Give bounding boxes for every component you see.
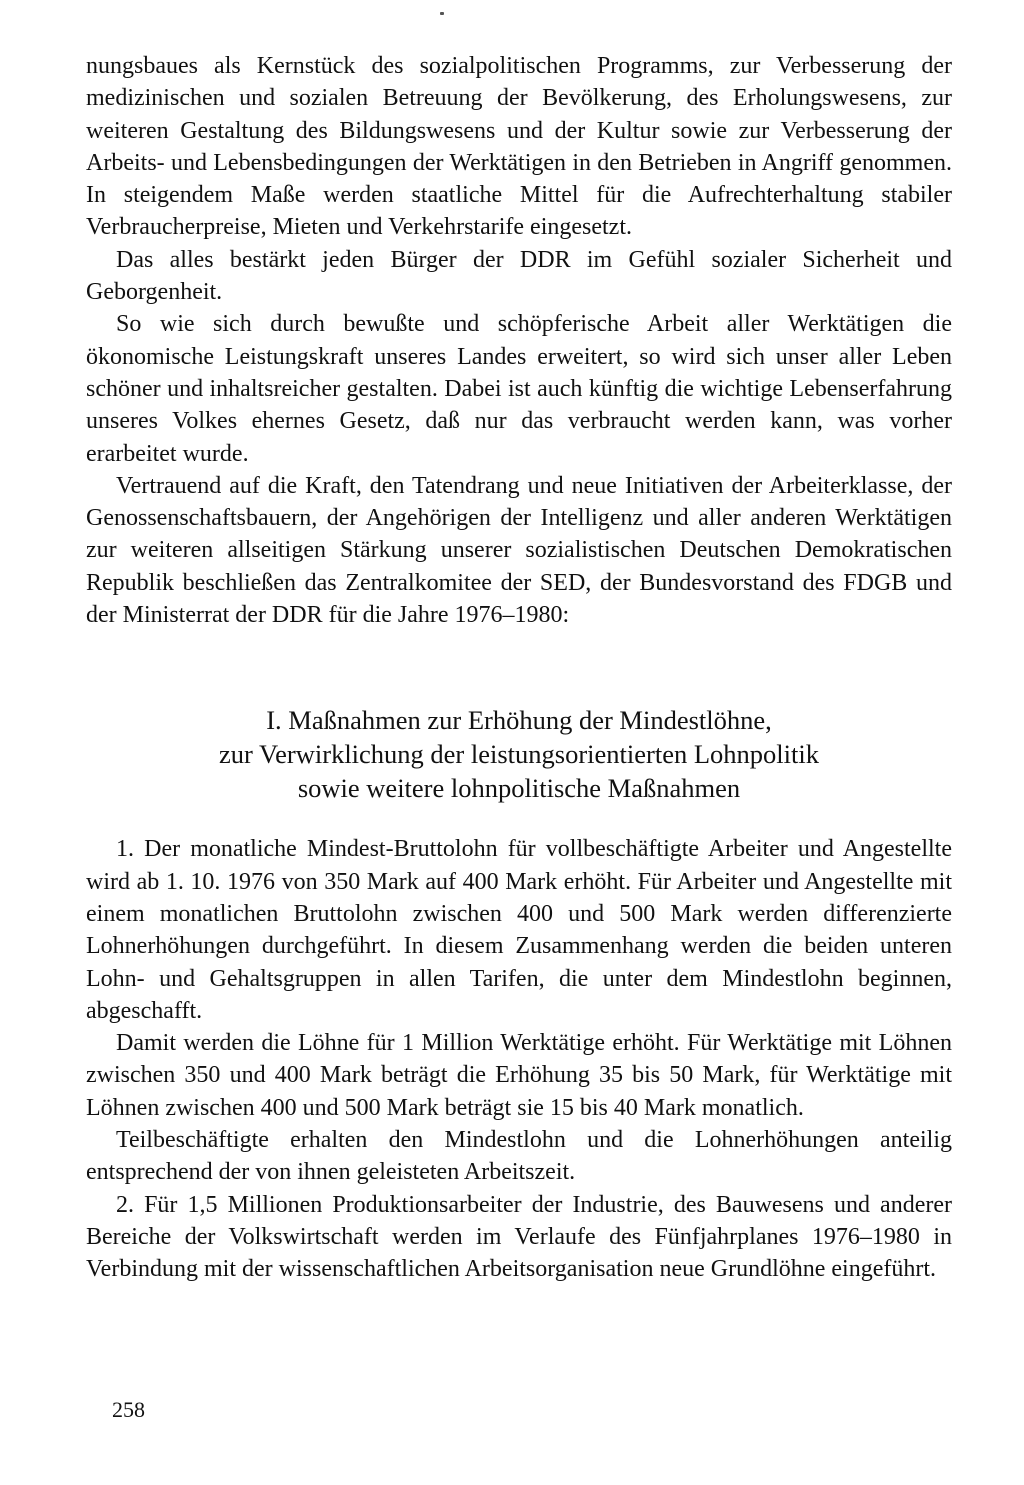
paragraph-resolution: Vertrauend auf die Kraft, den Tatendrang und neue Initiativen der Arbeiterklasse, der Genossenschaftsbauern, der Angehörigen der Intelligenz und aller anderen Werktätigen zur weiteren allseitigen Stärkung unserer sozialistischen Deutschen Demokratischen Republik beschließen das Zentralkomitee der SED, der Bundesvorstand des FDGB und der Ministerrat der DDR für die Jahre 1976–1980:	[86, 472, 952, 629]
section-heading-line: zur Verwirklichung der leistungsorientierten Lohnpolitik	[218, 739, 820, 770]
paragraph-continuation: nungsbaues als Kernstück des sozialpolitischen Programms, zur Verbesserung der medizinischen und sozialen Betreuung der Bevölkerung, des Erholungswesens, zur weiteren Gestaltung des Bildungswesens und der Kultur sowie zur Verbesserung der Arbeits- und Lebensbedingungen der Werktätigen in den Betrieben in Angriff genommen. In steigendem Maße werden staatliche Mittel für die Aufrechterhaltung stabiler Verbraucherpreise, Mieten und Verkehrstarife eingesetzt.	[86, 53, 952, 241]
scan-speck	[440, 12, 444, 15]
paragraph-part-time: Teilbeschäftigte erhalten den Mindestlohn und die Lohnerhöhungen anteilig entsprechend der von ihnen geleisteten Arbeitszeit.	[86, 1127, 952, 1186]
paragraph-minimum-wage: 1. Der monatliche Mindest-Bruttolohn für vollbeschäftigte Arbeiter und Angestellte wird ab 1. 10. 1976 von 350 Mark auf 400 Mark erhöht. Für Arbeiter und Angestellte mit einem monatlichen Bruttolohn zwischen 400 und 500 Mark werden differenzierte Lohnerhöhungen durchgeführt. In diesem Zusammenhang werden die beiden unteren Lohn- und Gehaltsgruppen in allen Tarifen, die unter dem Mindestlohn beginnen, abgeschafft.	[86, 836, 952, 1024]
paragraph-economic-strength: So wie sich durch bewußte und schöpferische Arbeit aller Werktätigen die ökonomische Leistungskraft unseres Landes erweitert, so wird sich unser aller Leben schöner und inhaltsreicher gestalten. Dabei ist auch künftig die wichtige Lebenserfahrung unseres Volkes ehernes Gesetz, daß nur das verbraucht werden kann, was vorher erarbeitet wurde.	[86, 311, 952, 467]
page-number: 258	[112, 1397, 145, 1422]
paragraph-base-wages: 2. Für 1,5 Millionen Produktionsarbeiter der Industrie, des Bauwesens und anderer Bereiche der Volkswirtschaft werden im Verlaufe des Fünfjahrplanes 1976–1980 in Verbindung mit der wissenschaftlichen Arbeitsorganisation neue Grundlöhne eingeführt.	[86, 1191, 952, 1283]
paragraph-wage-increase: Damit werden die Löhne für 1 Million Werktätige erhöht. Für Werktätige mit Löhnen zwischen 350 und 400 Mark beträgt die Erhöhung 35 bis 50 Mark, für Werktätige mit Löhnen zwischen 400 und 500 Mark beträgt sie 15 bis 40 Mark monatlich.	[86, 1030, 952, 1121]
document-page	[86, 50, 952, 1286]
section-heading	[86, 703, 952, 805]
section-heading-line: I. Maßnahmen zur Erhöhung der Mindestlöhne,	[266, 705, 772, 736]
paragraph-security: Das alles bestärkt jeden Bürger der DDR im Gefühl sozialer Sicherheit und Geborgenheit.	[86, 246, 952, 306]
section-heading-line: sowie weitere lohnpolitische Maßnahmen	[297, 773, 741, 804]
